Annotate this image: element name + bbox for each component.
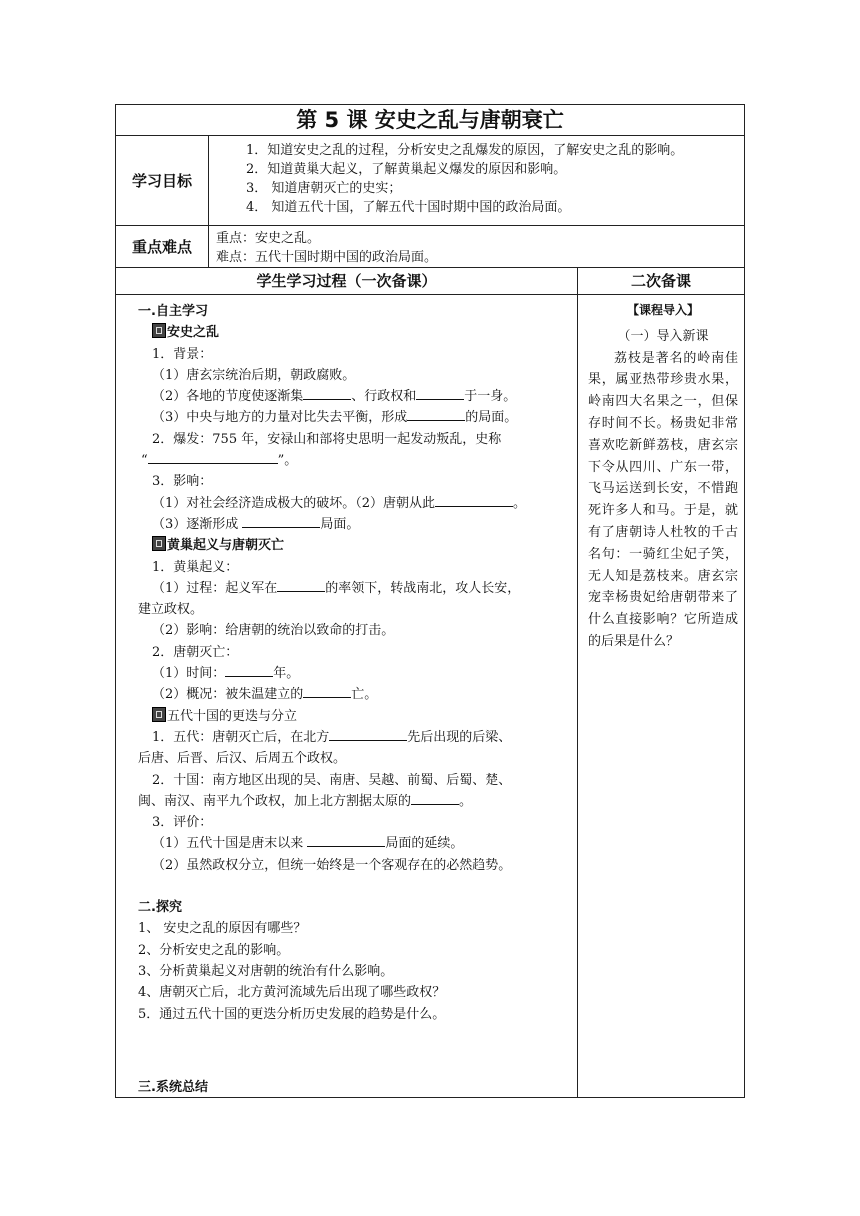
study-process — [116, 295, 578, 1097]
square-bullet-icon — [152, 707, 166, 722]
text-line: 2．唐朝灭亡： — [152, 644, 239, 660]
fill-blank — [148, 450, 278, 464]
goal-item: 4． 知道五代十国，了解五代十国时期中国的政治局面。 — [246, 200, 571, 215]
side-paragraph: 荔枝是著名的岭南佳果，属亚热带珍贵水果，岭南四大名果之一，但保存时间不长。杨贵妃非常喜欢吃新鲜荔枝，唐玄宗下令从四川、广东一带，飞马运送到长安，不惜跑死许多人和马。于是，就有了唐朝诗人杜牧的千古名句：一骑红尘妃子笑，无人知是荔枝来。唐玄宗宠幸杨贵妃给唐朝带来了什么直接影响？它所造成的后果是什么？ — [588, 350, 738, 649]
fill-blank — [303, 386, 351, 400]
text-line: 1．背景： — [152, 346, 213, 362]
text-line: （1）时间： 年。 — [138, 663, 567, 684]
side-column-header: 二次备课 — [630, 272, 691, 290]
text-line: （2）影响：给唐朝的统治以致命的打击。 — [152, 623, 395, 639]
focus-text: 重点：安史之乱。 — [216, 231, 321, 246]
text-line: 1．黄巢起义： — [152, 559, 239, 575]
keypoints-label: 重点难点 — [116, 226, 209, 267]
fill-blank — [303, 684, 351, 698]
goals-label: 学习目标 — [116, 136, 209, 225]
square-bullet-icon — [152, 536, 166, 551]
text-line: 建立政权。 — [138, 602, 204, 618]
fill-blank — [407, 407, 465, 421]
question-item: 5．通过五代十国的更迭分析历史发展的趋势是什么。 — [138, 1006, 446, 1022]
goal-item: 1．知道安史之乱的过程，分析安史之乱爆发的原因，了解安史之乱的影响。 — [246, 143, 684, 158]
section-heading: 一.自主学习 — [138, 304, 208, 319]
text-line: （1）五代十国是唐末以来 局面的延续。 — [138, 833, 567, 854]
text-line: （2）概况：被朱温建立的 亡。 — [138, 684, 567, 705]
topic-heading: 五代十国的更迭与分立 — [138, 706, 567, 727]
goals-row — [116, 136, 744, 226]
text-line: 2．十国：南方地区出现的吴、南唐、吴越、前蜀、后蜀、楚、 — [152, 772, 512, 788]
section-heading: 三.系统总结 — [138, 1079, 208, 1095]
fill-blank — [411, 791, 459, 805]
lesson-plan-table — [115, 104, 745, 1098]
square-bullet-icon — [152, 323, 166, 338]
text-line: （2）虽然政权分立，但统一始终是一个客观存在的必然趋势。 — [152, 857, 512, 873]
text-line: （1）唐玄宗统治后期，朝政腐败。 — [152, 367, 356, 383]
text-line: “ ”。 — [138, 450, 567, 471]
fill-blank — [329, 727, 407, 741]
text-line: 3．影响： — [152, 474, 213, 490]
side-title: 【课程导入】 — [626, 303, 699, 317]
goals-list — [216, 136, 740, 225]
side-subtitle: （一）导入新课 — [617, 328, 709, 344]
keypoints-content — [216, 226, 740, 267]
text-line: 后唐、后晋、后汉、后周五个政权。 — [138, 751, 347, 767]
text-line: （3）逐渐形成 局面。 — [138, 514, 567, 535]
text-line: 3．评价： — [152, 815, 213, 831]
fill-blank — [435, 493, 513, 507]
goal-item: 3． 知道唐朝灭亡的史实； — [246, 181, 402, 196]
text-line: 2．爆发：755 年，安禄山和部将史思明一起发动叛乱，史称 — [152, 431, 502, 447]
text-line: （1）过程：起义军在 的率领下，转战南北，攻人长安， — [138, 578, 567, 599]
fill-blank — [416, 386, 464, 400]
text-line: （2）各地的节度使逐渐集 、行政权和 于一身。 — [138, 386, 567, 407]
text-line: 闽、南汉、南平九个政权，加上北方割据太原的 。 — [138, 791, 567, 812]
main-column-header: 学生学习过程（一次备课） — [116, 268, 578, 294]
column-header-row — [116, 268, 744, 295]
fill-blank — [242, 514, 320, 528]
question-item: 2、分析安史之乱的影响。 — [138, 942, 290, 958]
fill-blank — [277, 578, 325, 592]
section-heading: 二.探究 — [138, 900, 182, 916]
question-item: 1、 安史之乱的原因有哪些？ — [138, 921, 307, 937]
text-line: （3）中央与地方的力量对比失去平衡，形成 的局面。 — [138, 407, 567, 428]
fill-blank — [225, 663, 273, 677]
fill-blank — [307, 833, 385, 847]
topic-heading: 黄巢起义与唐朝灭亡 — [138, 535, 567, 556]
text-line: 1．五代：唐朝灭亡后，在北方 先后出现的后梁、 — [138, 727, 567, 748]
goal-item: 2．知道黄巢大起义，了解黄巢起义爆发的原因和影响。 — [246, 162, 567, 177]
keypoints-row — [116, 226, 744, 268]
topic-heading: 安史之乱 — [138, 322, 567, 343]
text-line: （1）对社会经济造成极大的破坏。（2）唐朝从此 。 — [138, 493, 567, 514]
second-prep-column — [578, 295, 744, 1097]
lesson-title: 第 5 课 安史之乱与唐朝衰亡 — [116, 105, 744, 136]
question-item: 3、分析黄巢起义对唐朝的统治有什么影响。 — [138, 963, 394, 979]
question-item: 4、唐朝灭亡后，北方黄河流域先后出现了哪些政权？ — [138, 985, 446, 1001]
difficulty-text: 难点：五代十国时期中国的政治局面。 — [216, 250, 438, 265]
